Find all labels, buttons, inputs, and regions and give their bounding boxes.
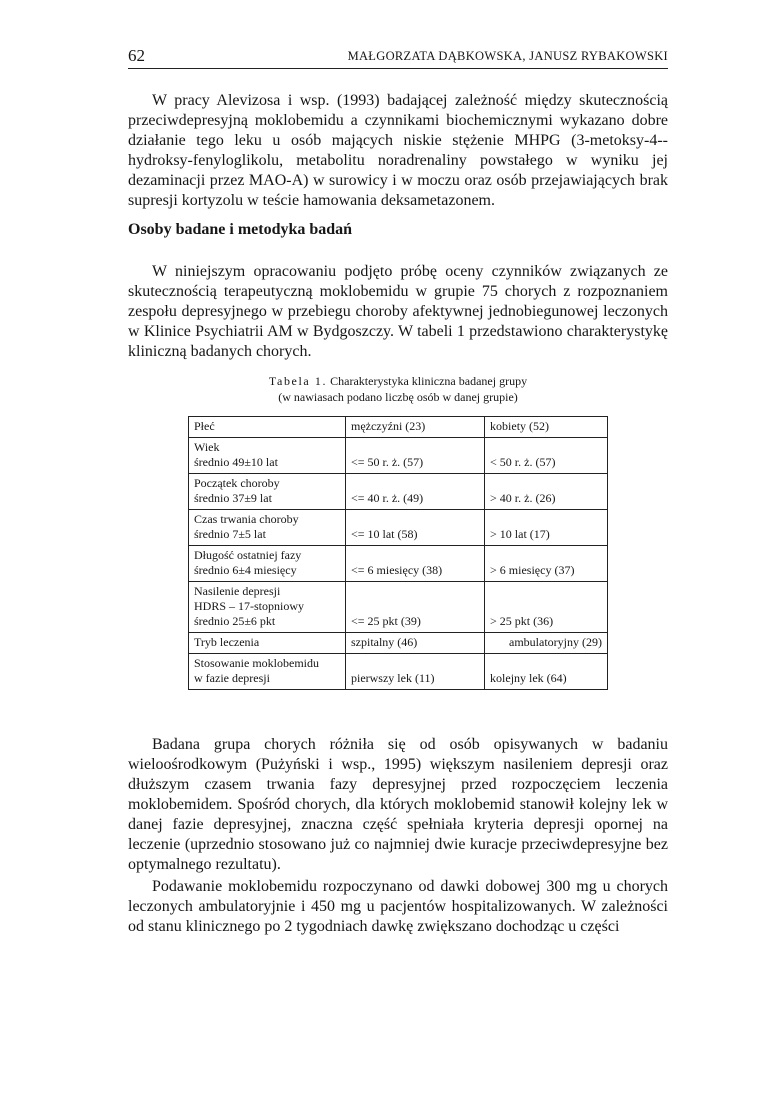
header-rule [128,68,668,69]
row-label-line: średnio 6±4 miesięcy [194,563,297,577]
row-label-cell [189,474,346,510]
row-value-cell-2: < 50 r. ż. (57) [485,438,608,474]
paragraph-methods: W niniejszym opracowaniu podjęto próbę oceny czynników związanych ze skutecznością terapeutyczną moklobemidu w grupie 75 chorych z rozpoznaniem zespołu depresyjnego w przebiegu choroby afektywnej jednobiegunowej leczonych w Klinice Psychiatrii AM w Bydgoszczy. W tabeli 1 przedstawiono charakterystykę kliniczną badanych chorych. [128,263,668,360]
row-label-line: średnio 37±9 lat [194,491,272,505]
row-value-cell-1: szpitalny (46) [345,633,484,654]
table-caption-note: (w nawiasach podano liczbę osób w danej grupie) [278,390,518,404]
row-label-cell [189,438,346,474]
table-caption-title: Charakterystyka kliniczna badanej grupy [330,374,528,388]
row-label-cell [189,582,346,633]
table-row [189,633,608,654]
page-number: 62 [128,46,145,65]
row-label-line: w fazie depresji [194,671,270,685]
row-label-cell [189,654,346,690]
clinical-characteristics-table [188,416,608,690]
page-header [128,46,668,68]
row-label-line: Nasilenie depresji [194,584,281,598]
row-value-cell-2: > 25 pkt (36) [485,582,608,633]
row-value-cell-1: pierwszy lek (11) [345,654,484,690]
row-label-line: Czas trwania choroby [194,512,299,526]
row-label-cell [189,633,346,654]
table-row [189,582,608,633]
table-row [189,474,608,510]
row-value-cell-2: kolejny lek (64) [485,654,608,690]
row-value-cell-2: > 6 miesięcy (37) [485,546,608,582]
running-head-authors: MAŁGORZATA DĄBKOWSKA, JANUSZ RYBAKOWSKI [347,49,668,63]
table-row [189,417,608,438]
row-value-cell-1: mężczyźni (23) [345,417,484,438]
paragraph-group-comparison: Badana grupa chorych różniła się od osób opisywanych w badaniu wieloośrodkowym (Pużyński i wsp., 1995) większym nasileniem depresji oraz dłuższym czasem trwania fazy depresyjnej przed rozpoczęciem leczenia moklobemidem. Spośród chorych, dla których moklobemid stanowił kolejny lek w danej fazie depresyjnej, znaczna część spełniała kryteria depresji opornej na leczenie (uprzednio stosowano już co najmniej dwie kuracje przeciwdepresyjne bez optymalnego rezultatu). [128,736,668,873]
row-label-line: Początek choroby [194,476,280,490]
row-value-cell-2: > 10 lat (17) [485,510,608,546]
row-label-line: Płeć [194,419,215,433]
paragraph-dosage: Podawanie moklobemidu rozpoczynano od dawki dobowej 300 mg u chorych leczonych ambulatoryjnie i 450 mg u pacjentów hospitalizowanych. W zależności od stanu klinicznego po 2 tygodniach dawkę zwiększano dochodząc u części [128,878,668,935]
row-value-cell-2: ambulatoryjny (29) [485,633,608,654]
paragraph-alevizos: W pracy Alevizosa i wsp. (1993) badającej zależność między skutecznością przeciwdepresyjną moklobemidu a czynnikami biochemicznymi wykazano dobre działanie tego leku u osób mających niskie stężenie MHPG (3-metoksy-4--hydroksy-fenyloglikolu, metabolitu noradrenaliny powstałego w wyniku jej dezaminacji przez MAO-A) w surowicy i w moczu oraz osób przejawiających brak supresji kortyzolu w teście hamowania deksametazonem. [128,92,668,209]
row-value-cell-1: <= 10 lat (58) [345,510,484,546]
row-value-cell-2: > 40 r. ż. (26) [485,474,608,510]
row-label-line: średnio 49±10 lat [194,455,278,469]
row-value-cell-2: kobiety (52) [485,417,608,438]
row-label-line: średnio 7±5 lat [194,527,266,541]
row-value-cell-1: <= 6 miesięcy (38) [345,546,484,582]
row-value-cell-1: <= 25 pkt (39) [345,582,484,633]
row-label-line: Stosowanie moklobemidu [194,656,319,670]
table-caption-label: Tabela 1. [268,374,328,388]
table-row [189,546,608,582]
row-label-cell [189,510,346,546]
row-label-line: Długość ostatniej fazy [194,548,302,562]
table-row [189,654,608,690]
row-label-line: Wiek [194,440,220,454]
row-label-line: HDRS – 17-stopniowy [194,599,305,613]
row-label-line: Tryb leczenia [194,635,260,649]
table-row [189,510,608,546]
table-caption [128,373,668,405]
row-value-cell-1: <= 40 r. ż. (49) [345,474,484,510]
row-label-cell [189,417,346,438]
table-row [189,438,608,474]
row-label-line: średnio 25±6 pkt [194,614,276,628]
section-title: Osoby badane i metodyka badań [128,221,353,238]
row-value-cell-1: <= 50 r. ż. (57) [345,438,484,474]
row-label-cell [189,546,346,582]
